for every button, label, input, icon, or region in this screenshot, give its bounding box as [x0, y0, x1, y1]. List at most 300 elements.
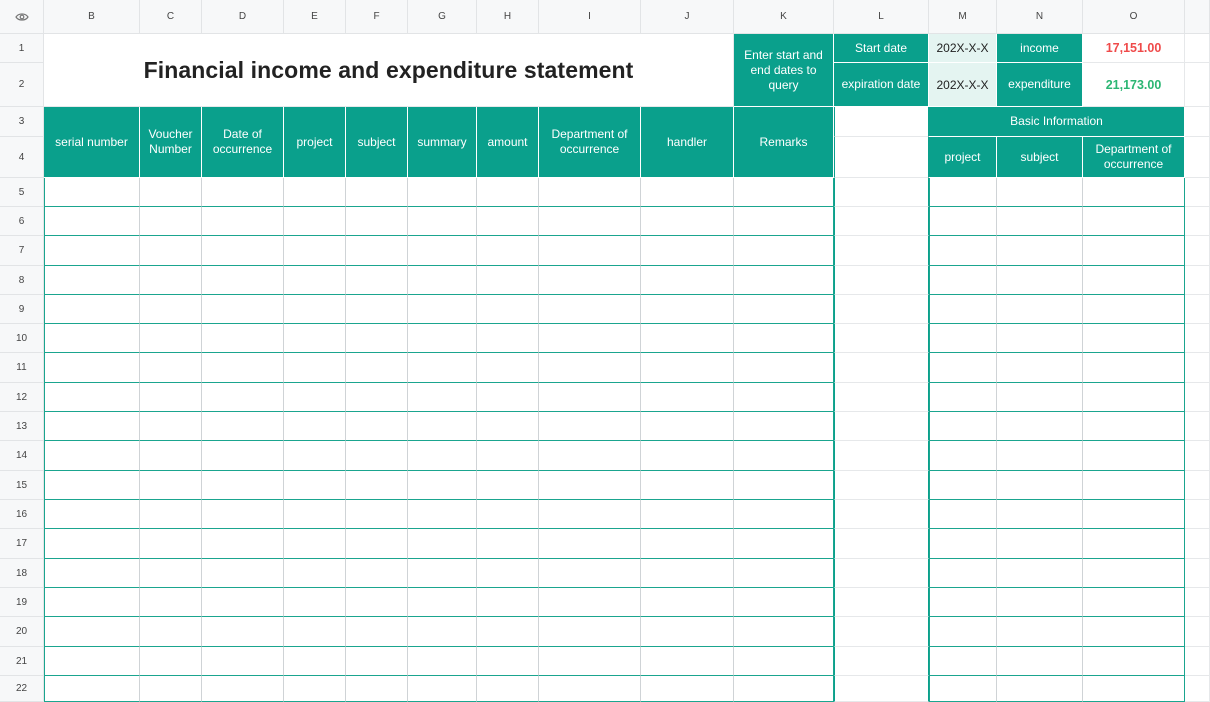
row-header-1[interactable]: [0, 34, 44, 63]
column-header-O[interactable]: [1083, 0, 1185, 34]
cell-D7[interactable]: [202, 236, 284, 266]
cell-O20[interactable]: [1083, 617, 1185, 647]
cell-H5[interactable]: [477, 178, 539, 207]
cell-J11[interactable]: [641, 353, 734, 383]
cell-E6[interactable]: [284, 207, 346, 236]
cell-P18[interactable]: [1185, 559, 1210, 588]
cell-D10[interactable]: [202, 324, 284, 353]
cell-F16[interactable]: [346, 500, 408, 529]
cell-K12[interactable]: [734, 383, 834, 412]
cell-E10[interactable]: [284, 324, 346, 353]
cell-H6[interactable]: [477, 207, 539, 236]
cell-H10[interactable]: [477, 324, 539, 353]
row-header-11[interactable]: [0, 353, 44, 383]
cell-O17[interactable]: [1083, 529, 1185, 559]
cell-B10[interactable]: [44, 324, 140, 353]
cell-P16[interactable]: [1185, 500, 1210, 529]
cell-P19[interactable]: [1185, 588, 1210, 617]
cell-K7[interactable]: [734, 236, 834, 266]
cell-B22[interactable]: [44, 676, 140, 702]
cell-M9[interactable]: [929, 295, 997, 324]
cell-K20[interactable]: [734, 617, 834, 647]
cell-D18[interactable]: [202, 559, 284, 588]
cell-K9[interactable]: [734, 295, 834, 324]
row-header-22[interactable]: [0, 676, 44, 702]
cell-C15[interactable]: [140, 471, 202, 500]
column-header-I[interactable]: [539, 0, 641, 34]
cell-K16[interactable]: [734, 500, 834, 529]
cell-C16[interactable]: [140, 500, 202, 529]
cell-M17[interactable]: [929, 529, 997, 559]
cell-M10[interactable]: [929, 324, 997, 353]
column-header-B[interactable]: [44, 0, 140, 34]
cell-C13[interactable]: [140, 412, 202, 441]
cell-O19[interactable]: [1083, 588, 1185, 617]
cell-E11[interactable]: [284, 353, 346, 383]
cell-L7[interactable]: [834, 236, 929, 266]
cell-K13[interactable]: [734, 412, 834, 441]
cell-K5[interactable]: [734, 178, 834, 207]
cell-D16[interactable]: [202, 500, 284, 529]
cell-O6[interactable]: [1083, 207, 1185, 236]
cell-L9[interactable]: [834, 295, 929, 324]
cell-G6[interactable]: [408, 207, 477, 236]
cell-E19[interactable]: [284, 588, 346, 617]
cell-J6[interactable]: [641, 207, 734, 236]
cell-H9[interactable]: [477, 295, 539, 324]
cell-O13[interactable]: [1083, 412, 1185, 441]
cell-P3[interactable]: [1185, 107, 1210, 137]
cell-H8[interactable]: [477, 266, 539, 295]
row-header-15[interactable]: [0, 471, 44, 500]
row-header-10[interactable]: [0, 324, 44, 353]
cell-B11[interactable]: [44, 353, 140, 383]
cell-O16[interactable]: [1083, 500, 1185, 529]
table-header-5[interactable]: [346, 107, 408, 178]
cell-H19[interactable]: [477, 588, 539, 617]
table-header-9[interactable]: [641, 107, 734, 178]
cell-J17[interactable]: [641, 529, 734, 559]
cell-B15[interactable]: [44, 471, 140, 500]
cell-E21[interactable]: [284, 647, 346, 676]
table-header-3[interactable]: [202, 107, 284, 178]
cell-E13[interactable]: [284, 412, 346, 441]
cell-P5[interactable]: [1185, 178, 1210, 207]
cell-L19[interactable]: [834, 588, 929, 617]
cell-C11[interactable]: [140, 353, 202, 383]
cell-H16[interactable]: [477, 500, 539, 529]
cell-C19[interactable]: [140, 588, 202, 617]
cell-I15[interactable]: [539, 471, 641, 500]
cell-G14[interactable]: [408, 441, 477, 471]
cell-D8[interactable]: [202, 266, 284, 295]
cell-P15[interactable]: [1185, 471, 1210, 500]
cell-L4[interactable]: [834, 137, 929, 178]
cell-D13[interactable]: [202, 412, 284, 441]
cell-H15[interactable]: [477, 471, 539, 500]
cell-O8[interactable]: [1083, 266, 1185, 295]
cell-L15[interactable]: [834, 471, 929, 500]
cell-G15[interactable]: [408, 471, 477, 500]
cell-H18[interactable]: [477, 559, 539, 588]
cell-D14[interactable]: [202, 441, 284, 471]
cell-G13[interactable]: [408, 412, 477, 441]
cell-B8[interactable]: [44, 266, 140, 295]
basic-info-header-2[interactable]: [997, 137, 1083, 178]
cell-O11[interactable]: [1083, 353, 1185, 383]
table-header-2[interactable]: [140, 107, 202, 178]
cell-P11[interactable]: [1185, 353, 1210, 383]
cell-D22[interactable]: [202, 676, 284, 702]
cell-B19[interactable]: [44, 588, 140, 617]
expiration-date-value[interactable]: [929, 63, 997, 107]
column-header-H[interactable]: [477, 0, 539, 34]
cell-J5[interactable]: [641, 178, 734, 207]
cell-C20[interactable]: [140, 617, 202, 647]
column-header-extra[interactable]: [1185, 0, 1210, 34]
cell-C7[interactable]: [140, 236, 202, 266]
row-header-14[interactable]: [0, 441, 44, 471]
cell-G11[interactable]: [408, 353, 477, 383]
cell-I12[interactable]: [539, 383, 641, 412]
cell-J21[interactable]: [641, 647, 734, 676]
row-header-3[interactable]: [0, 107, 44, 137]
row-header-6[interactable]: [0, 207, 44, 236]
cell-L21[interactable]: [834, 647, 929, 676]
cell-H11[interactable]: [477, 353, 539, 383]
cell-I18[interactable]: [539, 559, 641, 588]
cell-G8[interactable]: [408, 266, 477, 295]
cell-B14[interactable]: [44, 441, 140, 471]
cell-D5[interactable]: [202, 178, 284, 207]
cell-J18[interactable]: [641, 559, 734, 588]
cell-M18[interactable]: [929, 559, 997, 588]
row-header-13[interactable]: [0, 412, 44, 441]
cell-O9[interactable]: [1083, 295, 1185, 324]
cell-E14[interactable]: [284, 441, 346, 471]
cell-E22[interactable]: [284, 676, 346, 702]
cell-O14[interactable]: [1083, 441, 1185, 471]
cell-C6[interactable]: [140, 207, 202, 236]
cell-P4[interactable]: [1185, 137, 1210, 178]
cell-B18[interactable]: [44, 559, 140, 588]
cell-N19[interactable]: [997, 588, 1083, 617]
cell-G21[interactable]: [408, 647, 477, 676]
cell-O22[interactable]: [1083, 676, 1185, 702]
cell-G19[interactable]: [408, 588, 477, 617]
select-all-corner[interactable]: [0, 0, 44, 34]
cell-F17[interactable]: [346, 529, 408, 559]
cell-M7[interactable]: [929, 236, 997, 266]
cell-G12[interactable]: [408, 383, 477, 412]
cell-P14[interactable]: [1185, 441, 1210, 471]
cell-I6[interactable]: [539, 207, 641, 236]
row-header-4[interactable]: [0, 137, 44, 178]
income-label[interactable]: [997, 34, 1083, 63]
cell-H7[interactable]: [477, 236, 539, 266]
cell-I21[interactable]: [539, 647, 641, 676]
cell-I11[interactable]: [539, 353, 641, 383]
cell-M20[interactable]: [929, 617, 997, 647]
cell-P6[interactable]: [1185, 207, 1210, 236]
cell-L16[interactable]: [834, 500, 929, 529]
cell-K8[interactable]: [734, 266, 834, 295]
cell-I14[interactable]: [539, 441, 641, 471]
cell-J9[interactable]: [641, 295, 734, 324]
cell-I8[interactable]: [539, 266, 641, 295]
cell-D11[interactable]: [202, 353, 284, 383]
column-header-M[interactable]: [929, 0, 997, 34]
cell-N21[interactable]: [997, 647, 1083, 676]
cell-G10[interactable]: [408, 324, 477, 353]
cell-B13[interactable]: [44, 412, 140, 441]
table-header-1[interactable]: [44, 107, 140, 178]
cell-N14[interactable]: [997, 441, 1083, 471]
cell-L22[interactable]: [834, 676, 929, 702]
cell-E20[interactable]: [284, 617, 346, 647]
cell-L20[interactable]: [834, 617, 929, 647]
cell-D15[interactable]: [202, 471, 284, 500]
cell-I9[interactable]: [539, 295, 641, 324]
column-header-F[interactable]: [346, 0, 408, 34]
cell-I20[interactable]: [539, 617, 641, 647]
row-header-16[interactable]: [0, 500, 44, 529]
cell-J15[interactable]: [641, 471, 734, 500]
cell-B17[interactable]: [44, 529, 140, 559]
start-date-label[interactable]: [834, 34, 929, 63]
cell-P21[interactable]: [1185, 647, 1210, 676]
column-header-E[interactable]: [284, 0, 346, 34]
cell-N9[interactable]: [997, 295, 1083, 324]
table-header-6[interactable]: [408, 107, 477, 178]
cell-L18[interactable]: [834, 559, 929, 588]
cell-C22[interactable]: [140, 676, 202, 702]
column-header-K[interactable]: [734, 0, 834, 34]
cell-L13[interactable]: [834, 412, 929, 441]
cell-F7[interactable]: [346, 236, 408, 266]
cell-E8[interactable]: [284, 266, 346, 295]
cell-H20[interactable]: [477, 617, 539, 647]
cell-H22[interactable]: [477, 676, 539, 702]
basic-info-header-3[interactable]: [1083, 137, 1185, 178]
row-header-20[interactable]: [0, 617, 44, 647]
cell-O12[interactable]: [1083, 383, 1185, 412]
table-header-4[interactable]: [284, 107, 346, 178]
cell-M14[interactable]: [929, 441, 997, 471]
basic-info-title[interactable]: [929, 107, 1185, 137]
query-prompt-cell[interactable]: [734, 34, 834, 107]
cell-F11[interactable]: [346, 353, 408, 383]
table-header-8[interactable]: [539, 107, 641, 178]
cell-K21[interactable]: [734, 647, 834, 676]
cell-B12[interactable]: [44, 383, 140, 412]
cell-I22[interactable]: [539, 676, 641, 702]
cell-G22[interactable]: [408, 676, 477, 702]
cell-H17[interactable]: [477, 529, 539, 559]
cell-F19[interactable]: [346, 588, 408, 617]
cell-D12[interactable]: [202, 383, 284, 412]
cell-P7[interactable]: [1185, 236, 1210, 266]
cell-E12[interactable]: [284, 383, 346, 412]
row-header-21[interactable]: [0, 647, 44, 676]
cell-B5[interactable]: [44, 178, 140, 207]
row-header-7[interactable]: [0, 236, 44, 266]
cell-O18[interactable]: [1083, 559, 1185, 588]
row-header-19[interactable]: [0, 588, 44, 617]
cell-L11[interactable]: [834, 353, 929, 383]
cell-L6[interactable]: [834, 207, 929, 236]
expenditure-value[interactable]: [1083, 63, 1185, 107]
cell-P8[interactable]: [1185, 266, 1210, 295]
cell-D6[interactable]: [202, 207, 284, 236]
cell-F9[interactable]: [346, 295, 408, 324]
row-header-18[interactable]: [0, 559, 44, 588]
cell-N11[interactable]: [997, 353, 1083, 383]
cell-I17[interactable]: [539, 529, 641, 559]
cell-F12[interactable]: [346, 383, 408, 412]
column-header-D[interactable]: [202, 0, 284, 34]
cell-L8[interactable]: [834, 266, 929, 295]
cell-F18[interactable]: [346, 559, 408, 588]
cell-B16[interactable]: [44, 500, 140, 529]
cell-P17[interactable]: [1185, 529, 1210, 559]
cell-P1[interactable]: [1185, 34, 1210, 63]
expenditure-label[interactable]: [997, 63, 1083, 107]
cell-M12[interactable]: [929, 383, 997, 412]
cell-D19[interactable]: [202, 588, 284, 617]
cell-J7[interactable]: [641, 236, 734, 266]
cell-E9[interactable]: [284, 295, 346, 324]
cell-J8[interactable]: [641, 266, 734, 295]
cell-C17[interactable]: [140, 529, 202, 559]
cell-B6[interactable]: [44, 207, 140, 236]
row-header-9[interactable]: [0, 295, 44, 324]
cell-J10[interactable]: [641, 324, 734, 353]
cell-E5[interactable]: [284, 178, 346, 207]
cell-N10[interactable]: [997, 324, 1083, 353]
cell-K15[interactable]: [734, 471, 834, 500]
cell-D17[interactable]: [202, 529, 284, 559]
cell-J19[interactable]: [641, 588, 734, 617]
column-header-J[interactable]: [641, 0, 734, 34]
cell-E16[interactable]: [284, 500, 346, 529]
start-date-value[interactable]: [929, 34, 997, 63]
income-value[interactable]: [1083, 34, 1185, 63]
cell-F15[interactable]: [346, 471, 408, 500]
cell-O7[interactable]: [1083, 236, 1185, 266]
cell-J16[interactable]: [641, 500, 734, 529]
cell-O15[interactable]: [1083, 471, 1185, 500]
cell-K18[interactable]: [734, 559, 834, 588]
cell-N17[interactable]: [997, 529, 1083, 559]
cell-F6[interactable]: [346, 207, 408, 236]
cell-F21[interactable]: [346, 647, 408, 676]
cell-G5[interactable]: [408, 178, 477, 207]
cell-C12[interactable]: [140, 383, 202, 412]
cell-C18[interactable]: [140, 559, 202, 588]
cell-N8[interactable]: [997, 266, 1083, 295]
column-header-C[interactable]: [140, 0, 202, 34]
cell-O5[interactable]: [1083, 178, 1185, 207]
title-cell[interactable]: [44, 34, 734, 107]
cell-C5[interactable]: [140, 178, 202, 207]
cell-N20[interactable]: [997, 617, 1083, 647]
cell-E15[interactable]: [284, 471, 346, 500]
cell-F22[interactable]: [346, 676, 408, 702]
cell-O10[interactable]: [1083, 324, 1185, 353]
cell-B20[interactable]: [44, 617, 140, 647]
cell-B7[interactable]: [44, 236, 140, 266]
cell-D20[interactable]: [202, 617, 284, 647]
cell-M21[interactable]: [929, 647, 997, 676]
column-header-G[interactable]: [408, 0, 477, 34]
cell-K10[interactable]: [734, 324, 834, 353]
cell-J14[interactable]: [641, 441, 734, 471]
cell-L17[interactable]: [834, 529, 929, 559]
cell-N15[interactable]: [997, 471, 1083, 500]
table-header-10[interactable]: [734, 107, 834, 178]
cell-M16[interactable]: [929, 500, 997, 529]
cell-H14[interactable]: [477, 441, 539, 471]
cell-P2[interactable]: [1185, 63, 1210, 107]
cell-M11[interactable]: [929, 353, 997, 383]
cell-F20[interactable]: [346, 617, 408, 647]
cell-H12[interactable]: [477, 383, 539, 412]
cell-F13[interactable]: [346, 412, 408, 441]
cell-G9[interactable]: [408, 295, 477, 324]
cell-G7[interactable]: [408, 236, 477, 266]
cell-G18[interactable]: [408, 559, 477, 588]
cell-I16[interactable]: [539, 500, 641, 529]
cell-F8[interactable]: [346, 266, 408, 295]
cell-C21[interactable]: [140, 647, 202, 676]
cell-L10[interactable]: [834, 324, 929, 353]
cell-P12[interactable]: [1185, 383, 1210, 412]
cell-N18[interactable]: [997, 559, 1083, 588]
cell-I7[interactable]: [539, 236, 641, 266]
cell-M6[interactable]: [929, 207, 997, 236]
basic-info-header-1[interactable]: [929, 137, 997, 178]
cell-J12[interactable]: [641, 383, 734, 412]
table-header-7[interactable]: [477, 107, 539, 178]
cell-N12[interactable]: [997, 383, 1083, 412]
cell-C8[interactable]: [140, 266, 202, 295]
cell-O21[interactable]: [1083, 647, 1185, 676]
row-header-8[interactable]: [0, 266, 44, 295]
cell-I13[interactable]: [539, 412, 641, 441]
cell-M19[interactable]: [929, 588, 997, 617]
cell-H13[interactable]: [477, 412, 539, 441]
cell-E7[interactable]: [284, 236, 346, 266]
cell-N5[interactable]: [997, 178, 1083, 207]
cell-L5[interactable]: [834, 178, 929, 207]
cell-D9[interactable]: [202, 295, 284, 324]
cell-F5[interactable]: [346, 178, 408, 207]
cell-P20[interactable]: [1185, 617, 1210, 647]
cell-K14[interactable]: [734, 441, 834, 471]
cell-K19[interactable]: [734, 588, 834, 617]
cell-E17[interactable]: [284, 529, 346, 559]
cell-D21[interactable]: [202, 647, 284, 676]
cell-M13[interactable]: [929, 412, 997, 441]
cell-G20[interactable]: [408, 617, 477, 647]
cell-I5[interactable]: [539, 178, 641, 207]
expiration-date-label[interactable]: [834, 63, 929, 107]
cell-K17[interactable]: [734, 529, 834, 559]
cell-K6[interactable]: [734, 207, 834, 236]
column-header-L[interactable]: [834, 0, 929, 34]
cell-L3[interactable]: [834, 107, 929, 137]
